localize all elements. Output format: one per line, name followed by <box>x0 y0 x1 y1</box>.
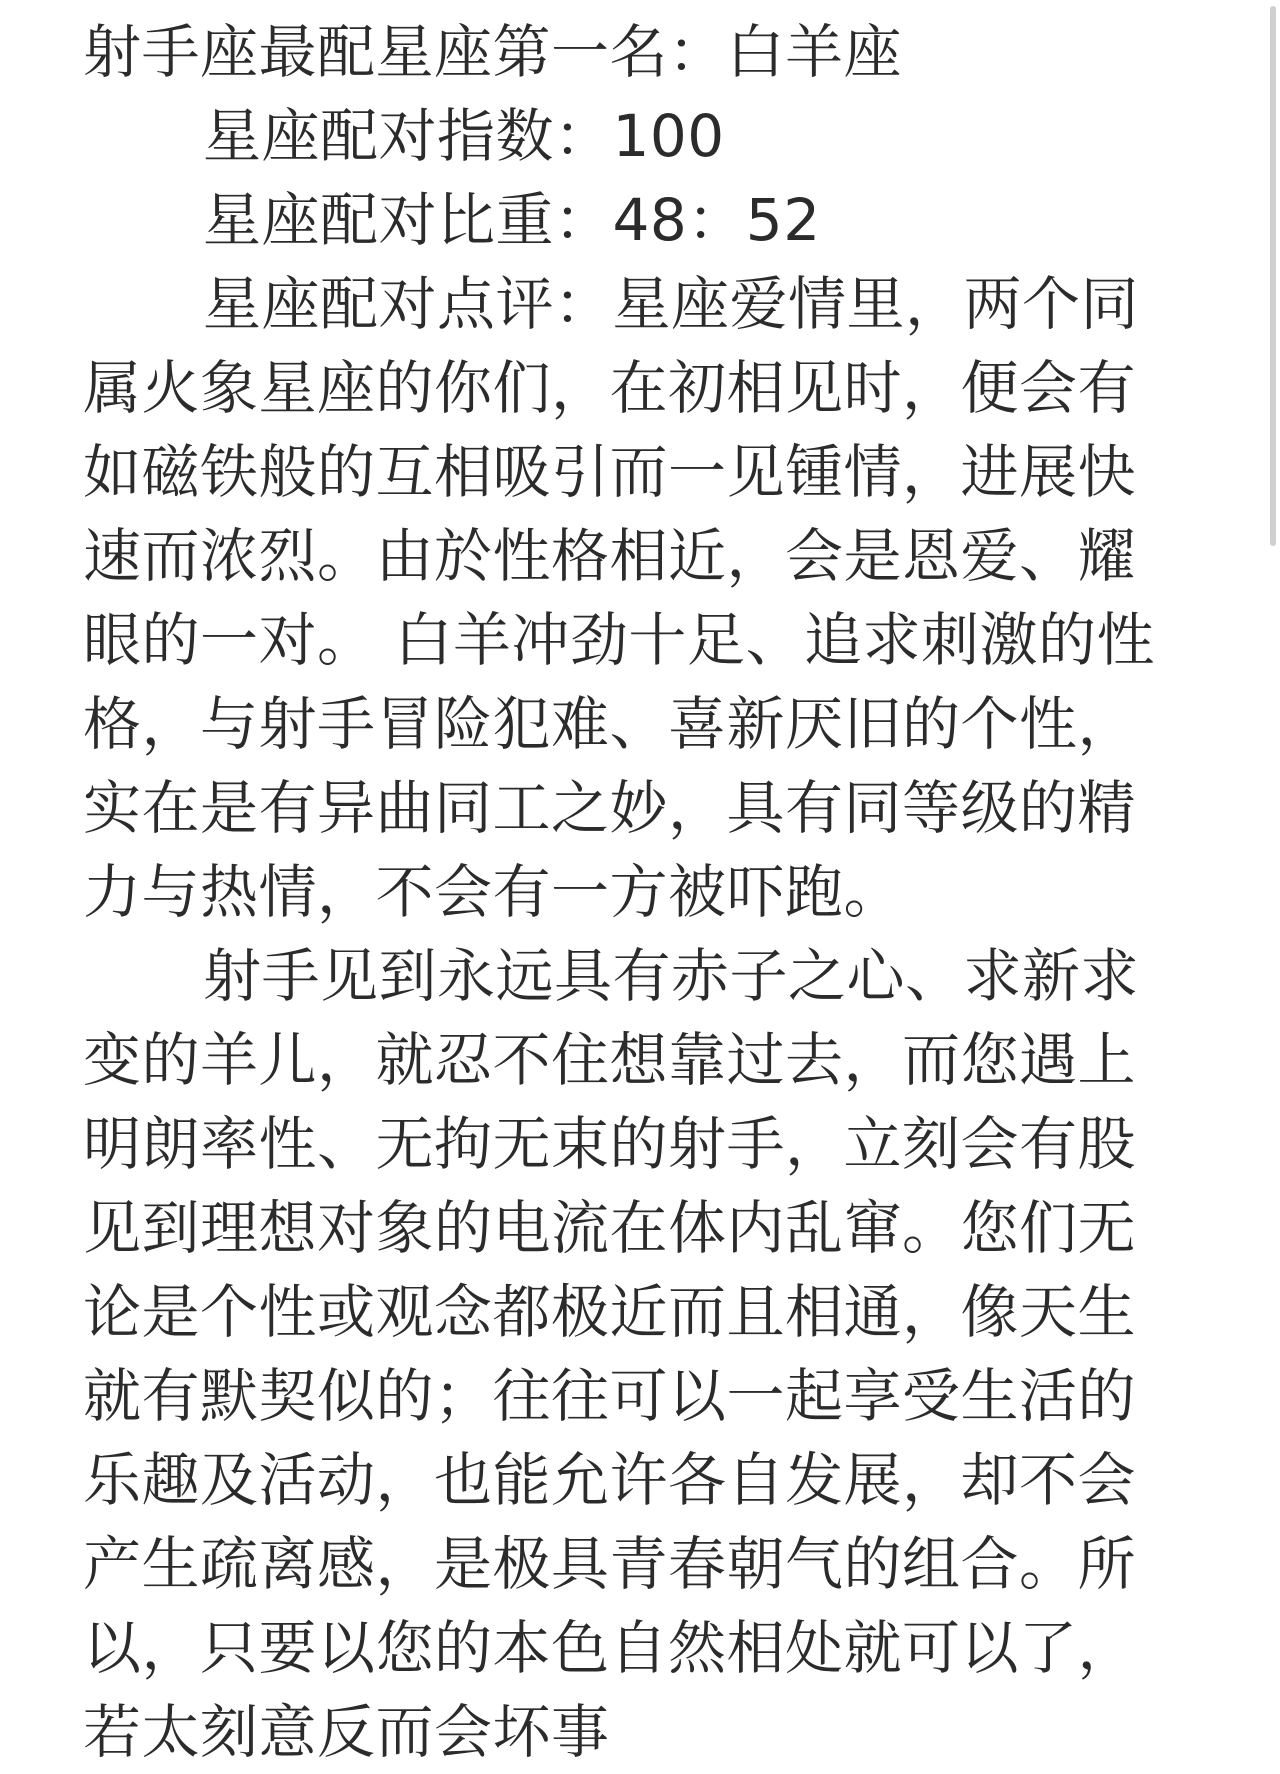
paragraph-line: 论是个性或观念都极近而且相通，像天生 <box>83 1278 1137 1346</box>
paragraph-line: 见到理想对象的电流在体内乱窜。您们无 <box>83 1194 1137 1262</box>
scrollbar-thumb[interactable] <box>1270 6 1276 546</box>
paragraph-line: 属火象星座的你们，在初相见时，便会有 <box>83 354 1137 422</box>
article-body <box>83 10 1193 1774</box>
paragraph-line: 产生疏离感，是极具青春朝气的组合。所 <box>83 1530 1137 1598</box>
heading-best-match: 射手座最配星座第一名：白羊座 <box>83 18 903 86</box>
match-index-line: 星座配对指数：100 <box>203 102 725 170</box>
paragraph-line: 变的羊儿，就忍不住想靠过去，而您遇上 <box>83 1026 1137 1094</box>
paragraph-line: 以，只要以您的本色自然相处就可以了， <box>83 1614 1137 1682</box>
paragraph-line: 如磁铁般的互相吸引而一见锺情，进展快 <box>83 438 1137 506</box>
match-ratio-line: 星座配对比重：48：52 <box>203 186 821 254</box>
paragraph-line: 乐趣及活动，也能允许各自发展，却不会 <box>83 1446 1137 1514</box>
paragraph-line: 射手见到永远具有赤子之心、求新求 <box>203 942 1140 1010</box>
paragraph-line: 眼的一对。 白羊冲劲十足、追求刺激的性 <box>83 606 1155 674</box>
paragraph-line: 力与热情，不会有一方被吓跑。 <box>83 858 903 926</box>
paragraph-line: 星座配对点评：星座爱情里，两个同 <box>203 270 1140 338</box>
paragraph-line: 速而浓烈。由於性格相近，会是恩爱、耀 <box>83 522 1137 590</box>
paragraph-line: 就有默契似的；往往可以一起享受生活的 <box>83 1362 1137 1430</box>
scrollbar[interactable] <box>1266 0 1280 1707</box>
paragraph-line: 实在是有异曲同工之妙，具有同等级的精 <box>83 774 1137 842</box>
paragraph-line: 格，与射手冒险犯难、喜新厌旧的个性， <box>83 690 1137 758</box>
paragraph-line: 若太刻意反而会坏事 <box>83 1698 610 1766</box>
paragraph-line: 明朗率性、无拘无束的射手，立刻会有股 <box>83 1110 1137 1178</box>
